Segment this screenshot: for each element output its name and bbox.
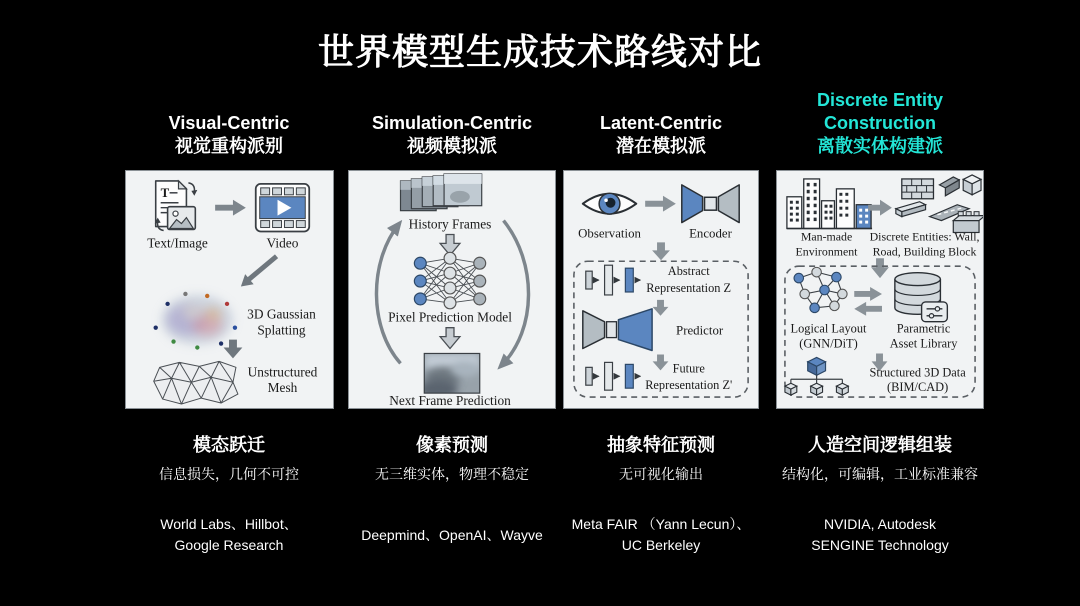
arrow-down-icon [440, 328, 460, 349]
companies-list [361, 510, 543, 560]
structured-label: Structured 3D Data [869, 365, 966, 380]
companies-line: Deepmind、OpenAI、Wayve [361, 526, 543, 543]
environment-label: Environment [795, 244, 858, 259]
entities-icon [896, 175, 983, 233]
approach-label: 人造空间逻辑组装 [808, 435, 952, 455]
eye-icon [583, 193, 636, 214]
header-line: Simulation-Centric [371, 112, 532, 133]
diagram-simulation-centric [348, 170, 556, 409]
diagram-latent-centric [563, 170, 759, 409]
encoder-label: Encoder [689, 226, 732, 241]
companies-list [160, 510, 297, 560]
video-icon [255, 184, 308, 232]
companies-line: World Labs、Hillbot、 [160, 516, 298, 532]
input-label: Text/Image [146, 235, 208, 251]
companies-list [811, 510, 948, 560]
frames-label: History Frames [408, 216, 492, 232]
abstract-label: Abstract [667, 264, 710, 279]
prediction-label: Next Frame Prediction [389, 393, 511, 408]
latent-bars-icon [586, 265, 640, 295]
asset-label: Parametric [896, 321, 951, 336]
asset-label: Asset Library [889, 336, 958, 351]
column-discrete-entity [755, 88, 1005, 560]
predictor-label: Predictor [676, 323, 724, 338]
column-latent-centric [536, 88, 786, 560]
diagram-visual-centric [125, 170, 334, 409]
header-line: 视频模拟派 [406, 135, 497, 156]
gaussian-splat-icon [153, 292, 237, 350]
splatting-label: 3D Gaussian [246, 306, 316, 322]
header-line: 潜在模拟派 [615, 135, 706, 156]
arrow-right-icon [645, 196, 676, 212]
neural-network-icon [414, 252, 485, 309]
observation-label: Observation [578, 226, 641, 241]
splatting-label: Splatting [256, 322, 306, 338]
companies-line: NVIDIA, Autodesk [823, 516, 937, 532]
column-header [169, 88, 290, 170]
approach-label: 像素预测 [416, 435, 488, 455]
database-icon [895, 273, 947, 322]
approach-label: 模态跃迁 [193, 435, 265, 455]
city-icon [787, 179, 872, 229]
companies-line: Google Research [174, 537, 284, 553]
latent-bars-icon [586, 362, 640, 390]
header-line: Latent-Centric [599, 112, 722, 133]
arrow-down-icon [653, 354, 669, 370]
exchange-arrows-icon [854, 287, 882, 316]
limitation-label: 无可视化输出 [619, 466, 703, 482]
approach-label: 抽象特征预测 [607, 435, 715, 455]
header-line: 视觉重构派别 [175, 135, 283, 156]
companies-list [572, 510, 751, 560]
encoder-icon [682, 185, 739, 223]
layout-label: (GNN/DiT) [799, 336, 858, 351]
predictor-icon [583, 309, 652, 351]
entities-label: Discrete Entities: Wall, [869, 229, 980, 244]
header-line: Visual-Centric [168, 112, 290, 133]
entities-label: Road, Building Block [872, 244, 977, 259]
arrow-down-icon [653, 300, 669, 316]
mesh-icon [153, 361, 237, 404]
header-line: Discrete Entity [816, 89, 944, 110]
text-image-icon [154, 181, 197, 231]
header-line: Construction [823, 112, 936, 133]
arrow-right-icon [215, 200, 246, 216]
limitation-label: 无三维实体，物理不稳定 [375, 466, 529, 482]
diagram-discrete-entity [776, 170, 984, 409]
future-label: Future [672, 361, 705, 376]
page-title: 世界模型生成技术路线对比 [317, 31, 762, 72]
column-visual-centric [104, 88, 354, 560]
model-label: Pixel Prediction Model [388, 309, 512, 325]
arrow-diagonal-icon [240, 254, 277, 286]
column-header [600, 88, 722, 170]
header-line: 离散实体构建派 [816, 135, 943, 156]
future-label: Representation Z' [645, 378, 733, 393]
abstract-label: Representation Z [646, 280, 732, 295]
environment-label: Man-made [800, 229, 853, 244]
mesh-label: Mesh [267, 380, 297, 396]
arrow-down-icon [652, 242, 670, 260]
companies-line: Meta FAIR （Yann Lecun）、 [571, 516, 751, 532]
limitation-label: 信息损失，几何不可控 [159, 466, 299, 482]
cube-tree-icon [785, 357, 848, 395]
limitation-label: 结构化，可编辑，工业标准兼容 [782, 466, 978, 482]
svg-text:T: T [160, 185, 169, 200]
layout-label: Logical Layout [790, 321, 867, 336]
companies-line: SENGINE Technology [811, 537, 949, 553]
arrow-down-icon [223, 340, 242, 359]
column-header [817, 88, 943, 170]
column-header [372, 88, 532, 170]
history-frames-icon [401, 174, 482, 211]
structured-label: (BIM/CAD) [887, 380, 949, 395]
companies-line: UC Berkeley [621, 537, 701, 553]
mesh-label: Unstructured [247, 364, 317, 380]
graph-icon [794, 267, 847, 312]
cycle-arrow-right-icon [502, 221, 529, 366]
cycle-arrow-left-icon [376, 225, 400, 364]
video-label: Video [266, 235, 298, 251]
arrow-down-icon [871, 258, 889, 278]
